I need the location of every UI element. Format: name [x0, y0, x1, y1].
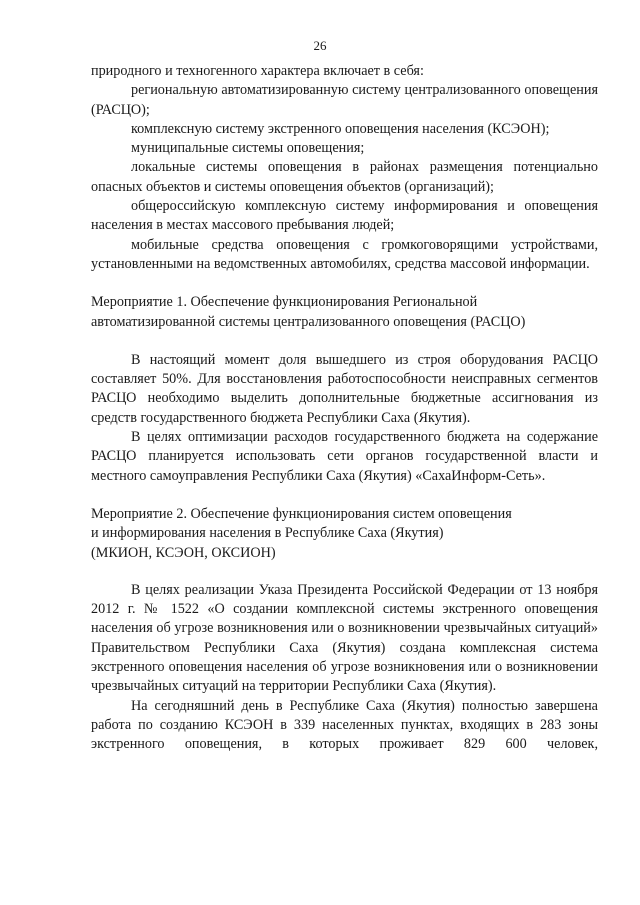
list-item-municipal: муниципальные системы оповещения;: [131, 140, 365, 157]
section1-paragraph-2: В целях оптимизации расходов государственного бюджета на содержание РАСЦО планируется использовать сети органов государственной власти и местного самоуправления Республики Саха (Якутия) «СахаИнформ-Сеть».: [91, 429, 598, 484]
list-item-all-russian: общероссийскую комплексную систему информирования и оповещения населения в местах массового пребывания людей;: [91, 198, 598, 234]
section2-heading-line2: и информирования населения в Республике Саха (Якутия): [91, 525, 444, 542]
section2-heading-line3: (МКИОН, КСЭОН, ОКСИОН): [91, 544, 276, 561]
section1-paragraph-1: В настоящий момент доля вышедшего из строя оборудования РАСЦО составляет 50%. Для восстановления работоспособности неисправных сегментов РАСЦО необходимо выделить дополнительные бюджетные ассигнования из средств государственного бюджета Республики Саха (Якутия).: [91, 351, 598, 426]
page-number: 26: [313, 38, 327, 53]
section1-heading-line1: Мероприятие 1. Обеспечение функционирования Региональной: [91, 294, 478, 311]
section2-paragraph-1: В целях реализации Указа Президента Российской Федерации от 13 ноября 2012 г. № 1522 «О создании комплексной системы экстренного оповещения населения об угрозе возникновения или о возникновении чрезвычайных ситуаций» Правительством Республики Саха (Якутия) создана комплексная система экстренного оповещения населения об угрозе возникновения или о возникновении чрезвычайных ситуаций на территории Республики Саха (Якутия).: [91, 581, 598, 695]
document-body: [91, 62, 598, 755]
list-item-mobile: мобильные средства оповещения с громкоговорящими устройствами, установленными на ведомственных автомобилях, средства массовой информации.: [91, 236, 598, 272]
list-item-rasco: региональную автоматизированную систему централизованного оповещения (РАСЦО);: [91, 82, 598, 118]
list-item-local: локальные системы оповещения в районах размещения потенциально опасных объектов и системы оповещения объектов (организаций);: [91, 159, 598, 195]
section2-paragraph-2: На сегодняшний день в Республике Саха (Якутия) полностью завершена работа по созданию КСЭОН в 339 населенных пунктах, входящих в 283 зоны экстренного оповещения, в которых проживает 829 600 человек,: [91, 697, 598, 753]
section1-heading-line2: автоматизированной системы централизованного оповещения (РАСЦО): [91, 313, 526, 330]
intro-paragraph: природного и техногенного характера включает в себя:: [91, 63, 424, 79]
list-item-kseon: комплексную систему экстренного оповещения населения (КСЭОН);: [131, 120, 550, 137]
section2-heading-line1: Мероприятие 2. Обеспечение функционирования систем оповещения: [91, 505, 512, 522]
